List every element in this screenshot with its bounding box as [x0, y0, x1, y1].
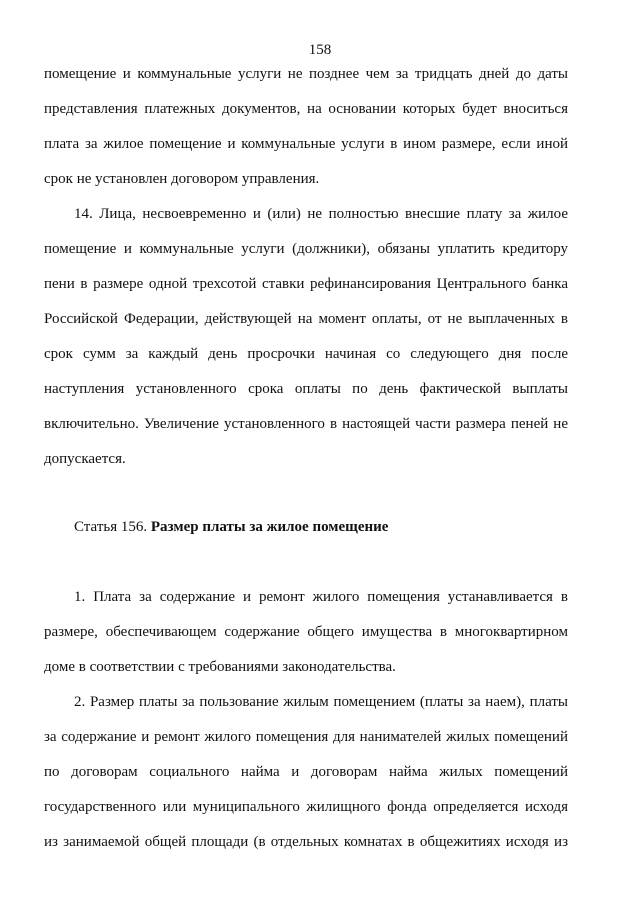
item-2-line-4: государственного или муниципального жилищного фонда определяется исходя [44, 799, 568, 815]
item-2-line-5: из занимаемой общей площади (в отдельных комнатах в общежитиях исходя из [44, 834, 568, 850]
paragraph-1-line-3: плата за жилое помещение и коммунальные услуги в ином размере, если иной [44, 136, 568, 152]
paragraph-1-line-1: помещение и коммунальные услуги не позднее чем за тридцать дней до даты [44, 66, 568, 82]
item-2-line-3: по договорам социального найма и договорам найма жилых помещений [44, 764, 568, 780]
paragraph-14-line-7: включительно. Увеличение установленного в настоящей части размера пеней не [44, 416, 568, 432]
article-title: Размер платы за жилое помещение [150, 519, 389, 535]
paragraph-14-line-2: помещение и коммунальные услуги (должники), обязаны уплатить кредитору [44, 241, 568, 257]
paragraph-1-line-2: представления платежных документов, на основании которых будет вноситься [44, 101, 568, 117]
article-heading [74, 518, 388, 536]
paragraph-14-line-5: срок сумм за каждый день просрочки начиная со следующего дня после [44, 346, 568, 362]
item-2-line-1: 2. Размер платы за пользование жилым помещением (платы за наем), платы [74, 694, 568, 710]
item-2-line-2: за содержание и ремонт жилого помещения для нанимателей жилых помещений [44, 729, 568, 745]
paragraph-14-line-1: 14. Лица, несвоевременно и (или) не полностью внесшие плату за жилое [74, 206, 568, 222]
item-1-line-2: размере, обеспечивающем содержание общего имущества в многоквартирном [44, 624, 568, 640]
item-1-line-3: доме в соответствии с требованиями законодательства. [44, 659, 396, 675]
paragraph-14-line-8: допускается. [44, 451, 126, 467]
paragraph-14-line-3: пени в размере одной трехсотой ставки рефинансирования Центрального банка [44, 276, 568, 292]
paragraph-1-line-4: срок не установлен договором управления. [44, 171, 320, 187]
article-label: Статья 156. [74, 519, 148, 535]
page-number: 158 [308, 42, 332, 58]
paragraph-14-line-4: Российской Федерации, действующей на момент оплаты, от не выплаченных в [44, 311, 568, 327]
item-1-line-1: 1. Плата за содержание и ремонт жилого помещения устанавливается в [74, 589, 568, 605]
paragraph-14-line-6: наступления установленного срока оплаты по день фактической выплаты [44, 381, 568, 397]
